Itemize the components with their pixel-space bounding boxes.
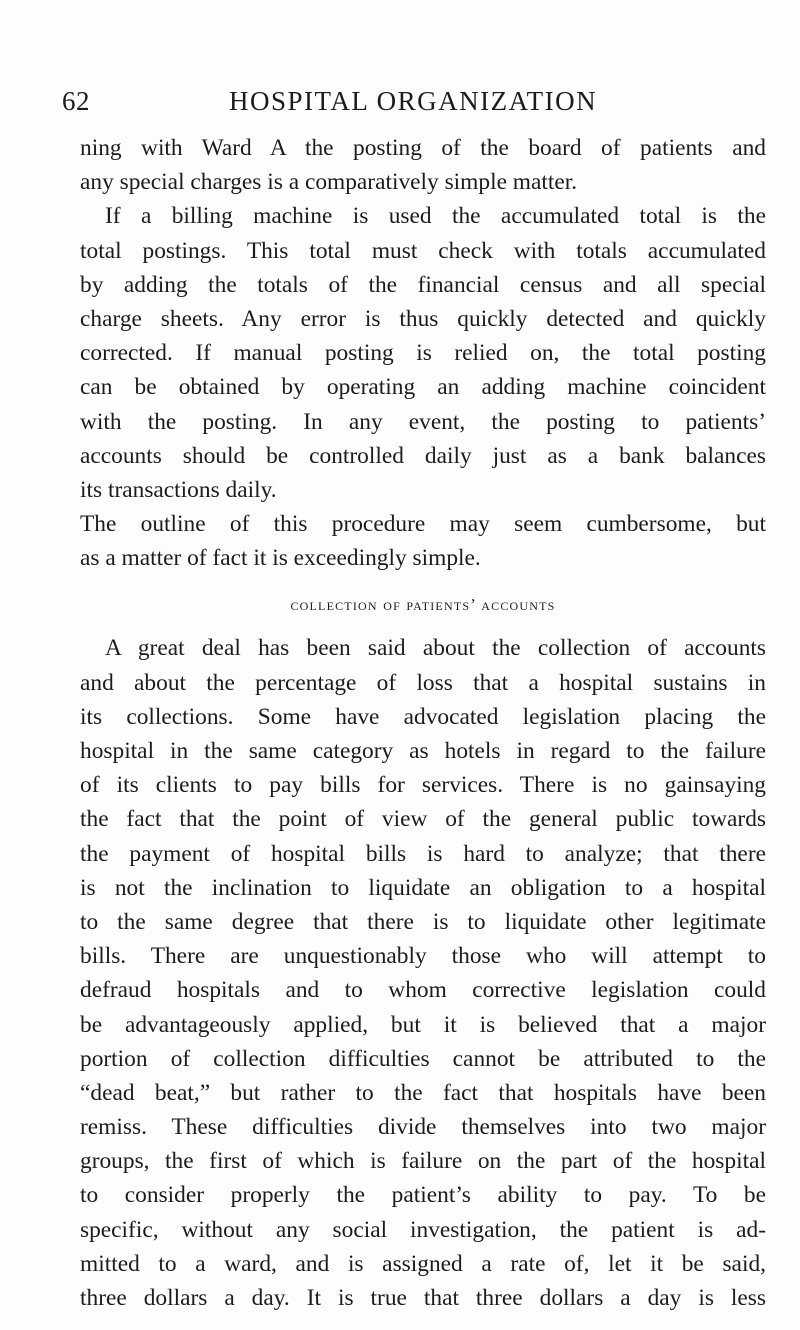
text-line: to the same degree that there is to liquidate other legitimate	[80, 908, 766, 935]
text-line: is not the inclination to liquidate an obligation to a hospital	[80, 874, 766, 901]
page-number: 62	[62, 86, 90, 116]
paragraph	[80, 631, 766, 1315]
text-line: “dead beat,” but rather to the fact that hospitals have been	[80, 1079, 766, 1106]
text-line: charge sheets. Any error is thus quickly detected and quickly	[80, 305, 766, 332]
text-line: specific, without any social investigation, the patient is ad-	[80, 1216, 766, 1243]
text-line: remiss. These difficulties divide themselves into two major	[80, 1114, 766, 1141]
text-line: and about the percentage of loss that a hospital sustains in	[80, 669, 766, 696]
text-line: hospital in the same category as hotels in regard to the failure	[80, 738, 766, 764]
text-line: be advantageously applied, but it is believed that a major	[80, 1011, 766, 1038]
text-line: bills. There are unquestionably those who will attempt to	[80, 943, 766, 970]
paragraph	[80, 131, 766, 199]
text-line: to consider properly the patient’s ability to pay. To be	[80, 1182, 766, 1209]
text-line: A great deal has been said about the collection of accounts	[105, 635, 766, 662]
text-line: defraud hospitals and to whom corrective legislation could	[80, 977, 766, 1004]
paragraph	[80, 507, 766, 575]
text-line: total postings. This total must check with totals accumulated	[80, 237, 766, 264]
text-line: three dollars a day. It is true that three dollars a day is less	[80, 1285, 766, 1311]
text-line: groups, the first of which is failure on the part of the hospital	[80, 1148, 766, 1175]
section-heading: collection of patients’ accounts	[290, 595, 556, 615]
paragraph	[80, 199, 766, 507]
text-line: corrected. If manual posting is relied on, the total posting	[80, 340, 766, 367]
text-line: If a billing machine is used the accumulated total is the	[105, 203, 766, 230]
body-text	[80, 131, 766, 1315]
text-line: by adding the totals of the financial census and all special	[80, 271, 766, 298]
page-header	[62, 86, 762, 126]
running-head: HOSPITAL ORGANIZATION	[229, 86, 598, 116]
text-line: the fact that the point of view of the general public towards	[80, 806, 766, 833]
text-line: accounts should be controlled daily just as a bank balances	[80, 442, 766, 469]
text-line: mitted to a ward, and is assigned a rate of, let it be said,	[80, 1250, 766, 1277]
text-line: The outline of this procedure may seem cumbersome, but	[80, 511, 766, 538]
text-line: ning with Ward A the posting of the board of patients and	[80, 135, 766, 161]
text-line: its collections. Some have advocated legislation placing the	[80, 703, 766, 730]
text-line: any special charges is a comparatively simple matter.	[80, 169, 578, 196]
text-line: can be obtained by operating an adding machine coincident	[80, 374, 766, 401]
text-line: portion of collection difficulties cannot be attributed to the	[80, 1045, 766, 1072]
text-line: the payment of hospital bills is hard to analyze; that there	[80, 840, 766, 867]
text-line: of its clients to pay bills for services. There is no gainsaying	[80, 772, 766, 799]
text-line: as a matter of fact it is exceedingly simple.	[80, 545, 481, 572]
text-line: its transactions daily.	[80, 476, 277, 503]
text-line: with the posting. In any event, the posting to patients’	[80, 408, 766, 435]
